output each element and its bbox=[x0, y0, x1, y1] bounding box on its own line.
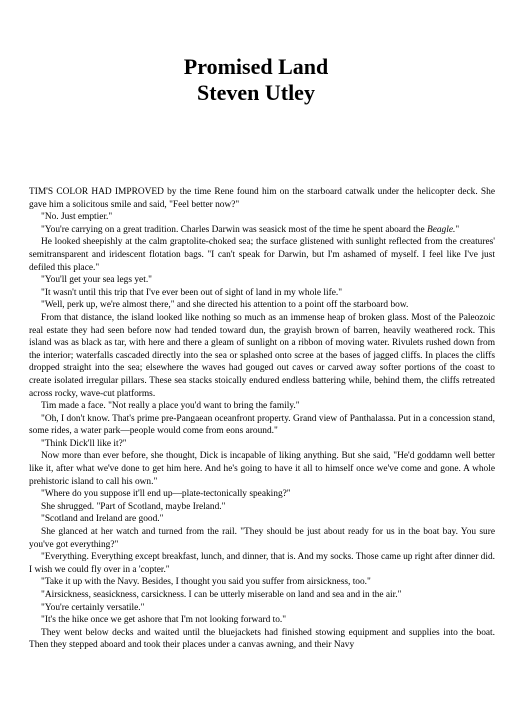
paragraph: Now more than ever before, she thought, Dick is incapable of liking anything. But she said, "He'd goddamn well better like it, after what we've done to get him here. And he's going to have it all to himself once we've come and gone. A whole prehistoric island to call his own." bbox=[29, 451, 495, 487]
paragraph: "Everything. Everything except breakfast, lunch, and dinner, that is. And my socks. Those came up right after dinner did. I wish we could fly over in a 'copter." bbox=[29, 552, 495, 575]
document-title: Promised Land bbox=[183, 54, 329, 79]
paragraph: "Where do you suppose it'll end up—plate-tectonically speaking?" bbox=[41, 489, 291, 500]
paragraph: She glanced at her watch and turned from the rail. "They should be just about ready for us in the boat bay. You sure you've got everything?" bbox=[29, 527, 495, 550]
paragraph: She shrugged. "Part of Scotland, maybe Ireland." bbox=[41, 501, 226, 512]
paragraph: "Take it up with the Navy. Besides, I thought you said you suffer from airsickness, too." bbox=[41, 577, 371, 588]
paragraph: "Oh, I don't know. That's prime pre-Pangaean oceanfront property. Grand view of Panthalassa. Put in a concession stand, some rides, a water park—people would come from eons around." bbox=[29, 413, 495, 437]
document-author: Steven Utley bbox=[197, 80, 315, 105]
paragraph: "It's the hike once we get ashore that I'm not looking forward to." bbox=[41, 615, 287, 626]
paragraph: "You're certainly versatile." bbox=[41, 602, 145, 613]
paragraph: Tim made a face. "Not really a place you'd want to bring the family." bbox=[41, 401, 300, 412]
paragraph: "No. Just emptier." bbox=[41, 212, 113, 223]
paragraph: They went below decks and waited until the bluejackets had finished stowing equipment and supplies into the boat. Then they stepped aboard and took their places under a canvas awning, and their Navy bbox=[29, 627, 495, 651]
paragraph: He looked sheepishly at the calm graptolite-choked sea; the surface glistened with sunlight reflected from the creatures' semitransparent and iridescent flotation bags. "I can't speak for Darwin, but I'm ashamed of myself. I feel like I've just defiled this place." bbox=[29, 237, 495, 273]
paragraph: "Scotland and Ireland are good." bbox=[41, 514, 164, 525]
paragraph: "Airsickness, seasickness, carsickness. I can be utterly miserable on land and sea and in the air." bbox=[41, 590, 402, 600]
paragraph: "Well, perk up, we're almost there," and she directed his attention to a point off the starboard bow. bbox=[41, 300, 409, 311]
paragraph: "You're carrying on a great tradition. Charles Darwin was seasick most of the time he spent aboard the Beagle." bbox=[41, 224, 460, 235]
paragraph: "You'll get your sea legs yet." bbox=[41, 275, 152, 286]
paragraph: From that distance, the island looked like nothing so much as an immense heap of broken glass. Most of the Paleozoic real estate they had seen before now had tended toward dun, the grayish brown of barren, heavily weathered rock. This island was as black as tar, with here and there a gleam of sunlight on a ribbon of moving water. Rivulets rushed down from the interior; waterfalls cascaded directly into the sea or splashed onto scree at the bases of jagged cliffs. In places the cliffs dropped straight into the sea; elsewhere the waves had gouged out caves or carved away softer portions of the coast to create isolated irregular pillars. These sea stacks stoically endured endless battering while, behind them, the cliffs retreated across rocky, wave-cut platforms. bbox=[29, 312, 495, 399]
paragraph: "It wasn't until this trip that I've ever been out of sight of land in my whole life." bbox=[41, 287, 343, 298]
document-body bbox=[29, 186, 495, 652]
paragraph: TIM'S COLOR HAD IMPROVED by the time Rene found him on the starboard catwalk under the helicopter deck. She gave him a solicitous smile and said, "Feel better now?" bbox=[29, 187, 495, 210]
paragraph: "Think Dick'll like it?" bbox=[41, 438, 127, 449]
